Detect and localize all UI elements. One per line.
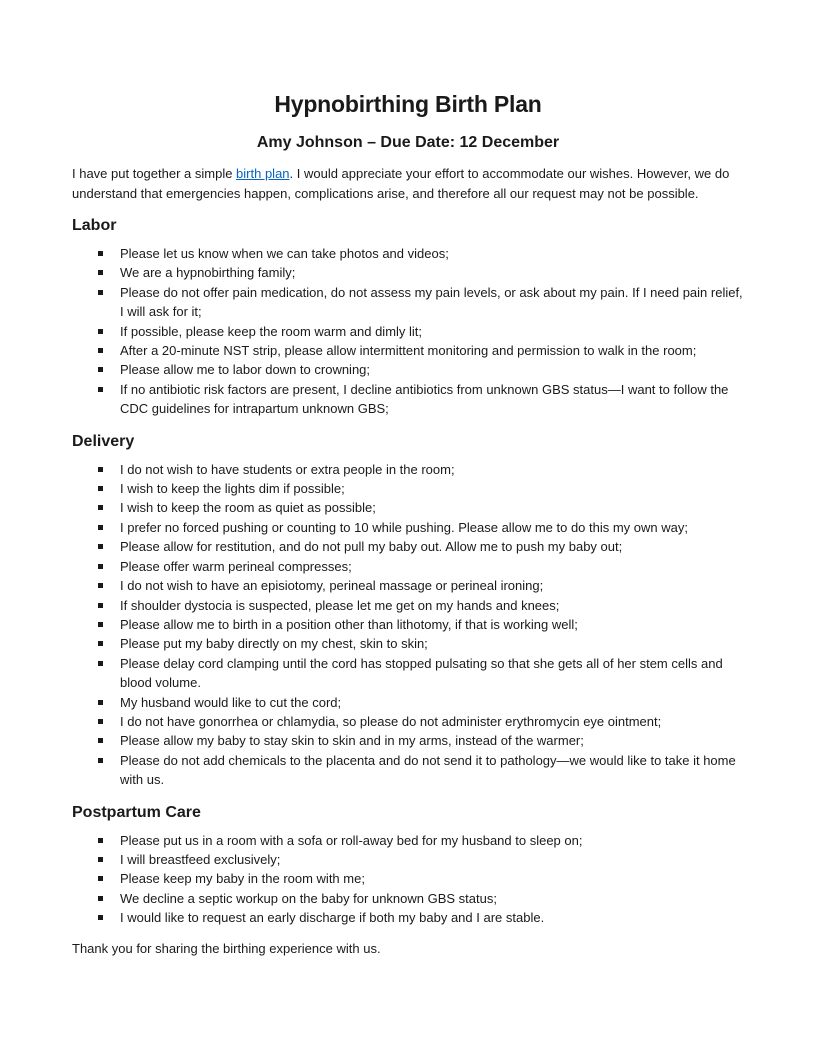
list-item [120, 283, 744, 322]
closing-paragraph: Thank you for sharing the birthing experience with us. [72, 940, 381, 956]
list-item [120, 731, 744, 750]
square-bullet-icon [98, 641, 103, 646]
square-bullet-icon [98, 738, 103, 743]
list-item [120, 831, 744, 850]
section-heading-delivery: Delivery [72, 432, 135, 450]
square-bullet-icon [98, 251, 103, 256]
sections-container [72, 214, 744, 928]
list-item-text: We are a hypnobirthing family; [120, 265, 296, 281]
square-bullet-icon [98, 564, 103, 569]
page-subtitle: Amy Johnson – Due Date: 12 December [256, 134, 560, 151]
list-item-text: If shoulder dystocia is suspected, please let me get on my hands and knees; [120, 597, 560, 613]
square-bullet-icon [98, 603, 103, 608]
list-item-text: Please allow me to birth in a position other than lithotomy, if that is working well; [120, 616, 578, 632]
list-item-text: I do not have gonorrhea or chlamydia, so please do not administer erythromycin eye ointment; [120, 713, 662, 729]
list-item-text: I do not wish to have students or extra people in the room; [120, 461, 455, 477]
list-item [120, 869, 744, 888]
list-item [120, 654, 744, 693]
list-item-text: Please put us in a room with a sofa or roll-away bed for my husband to sleep on; [120, 832, 583, 848]
list-item-text: Please allow me to labor down to crowning; [120, 362, 371, 378]
list-item-text: I do not wish to have an episiotomy, perineal massage or perineal ironing; [120, 578, 544, 594]
intro-text-after-link: . I would appreciate your effort to accommodate our wishes. However, we do understand that emergencies happen, complications arise, and therefore all our request may not be possible. [72, 166, 730, 201]
section-heading-labor: Labor [72, 217, 117, 234]
square-bullet-icon [98, 896, 103, 901]
list-item-text: Please do not offer pain medication, do not assess my pain levels, or ask about my pain. If I need pain relief, I will ask for it; [120, 284, 743, 320]
square-bullet-icon [98, 857, 103, 862]
list-item [120, 380, 744, 419]
list-item [120, 634, 744, 653]
list-item [120, 537, 744, 556]
intro-paragraph [72, 164, 744, 203]
page-title: Hypnobirthing Birth Plan [274, 91, 542, 117]
bullet-list [72, 460, 744, 790]
list-item [120, 908, 744, 927]
list-item [120, 751, 744, 790]
list-item [120, 518, 744, 537]
list-item-text: Please do not add chemicals to the placenta and do not send it to pathology—we would like to take it home with us. [120, 752, 736, 788]
list-item-text: I will breastfeed exclusively; [120, 851, 281, 867]
list-item-text: Please put my baby directly on my chest, skin to skin; [120, 636, 428, 652]
square-bullet-icon [98, 486, 103, 491]
square-bullet-icon [98, 583, 103, 588]
square-bullet-icon [98, 622, 103, 627]
list-item-text: Please allow my baby to stay skin to skin and in my arms, instead of the warmer; [120, 733, 584, 749]
list-item-text: I wish to keep the room as quiet as possible; [120, 500, 376, 516]
square-bullet-icon [98, 544, 103, 549]
square-bullet-icon [98, 467, 103, 472]
list-item-text: Please keep my baby in the room with me; [120, 871, 365, 887]
bullet-list [72, 244, 744, 419]
bullet-list [72, 831, 744, 928]
list-item [120, 244, 744, 263]
square-bullet-icon [98, 719, 103, 724]
list-item [120, 341, 744, 360]
section-heading-postpartum-care: Postpartum Care [72, 803, 201, 821]
list-item [120, 712, 744, 731]
list-item [120, 596, 744, 615]
list-item [120, 557, 744, 576]
square-bullet-icon [98, 525, 103, 530]
list-item [120, 322, 744, 341]
list-item [120, 360, 744, 379]
list-item-text: Please offer warm perineal compresses; [120, 558, 352, 574]
square-bullet-icon [98, 661, 103, 666]
list-item [120, 263, 744, 282]
list-item [120, 615, 744, 634]
list-item-text: Please allow for restitution, and do not pull my baby out. Allow me to push my baby out; [120, 539, 623, 555]
list-item [120, 498, 744, 517]
square-bullet-icon [98, 290, 103, 295]
list-item [120, 850, 744, 869]
square-bullet-icon [98, 876, 103, 881]
list-item-text: My husband would like to cut the cord; [120, 694, 342, 710]
list-item [120, 460, 744, 479]
square-bullet-icon [98, 505, 103, 510]
document-page [72, 86, 744, 958]
list-item-text: If possible, please keep the room warm and dimly lit; [120, 323, 423, 339]
list-item [120, 693, 744, 712]
list-item-text: Please let us know when we can take photos and videos; [120, 246, 449, 261]
list-item-text: I wish to keep the lights dim if possible; [120, 481, 345, 497]
list-item-text: I would like to request an early discharge if both my baby and I are stable. [120, 910, 545, 926]
list-item-text: We decline a septic workup on the baby for unknown GBS status; [120, 890, 497, 906]
square-bullet-icon [98, 700, 103, 705]
square-bullet-icon [98, 915, 103, 920]
square-bullet-icon [98, 367, 103, 372]
square-bullet-icon [98, 329, 103, 334]
square-bullet-icon [98, 758, 103, 763]
square-bullet-icon [98, 270, 103, 275]
square-bullet-icon [98, 348, 103, 353]
square-bullet-icon [98, 838, 103, 843]
intro-text-before-link: I have put together a simple [72, 166, 237, 181]
list-item-text: I prefer no forced pushing or counting to 10 while pushing. Please allow me to do this my own way; [120, 519, 688, 535]
list-item [120, 479, 744, 498]
square-bullet-icon [98, 387, 103, 392]
list-item [120, 889, 744, 908]
list-item-text: After a 20-minute NST strip, please allow intermittent monitoring and permission to walk in the room; [120, 343, 697, 359]
list-item [120, 576, 744, 595]
list-item-text: If no antibiotic risk factors are present, I decline antibiotics from unknown GBS status—I want to follow the CDC guidelines for intrapartum unknown GBS; [120, 381, 729, 417]
birth-plan-link[interactable]: birth plan [236, 166, 290, 181]
list-item-text: Please delay cord clamping until the cord has stopped pulsating so that she gets all of her stem cells and blood volume. [120, 655, 723, 691]
